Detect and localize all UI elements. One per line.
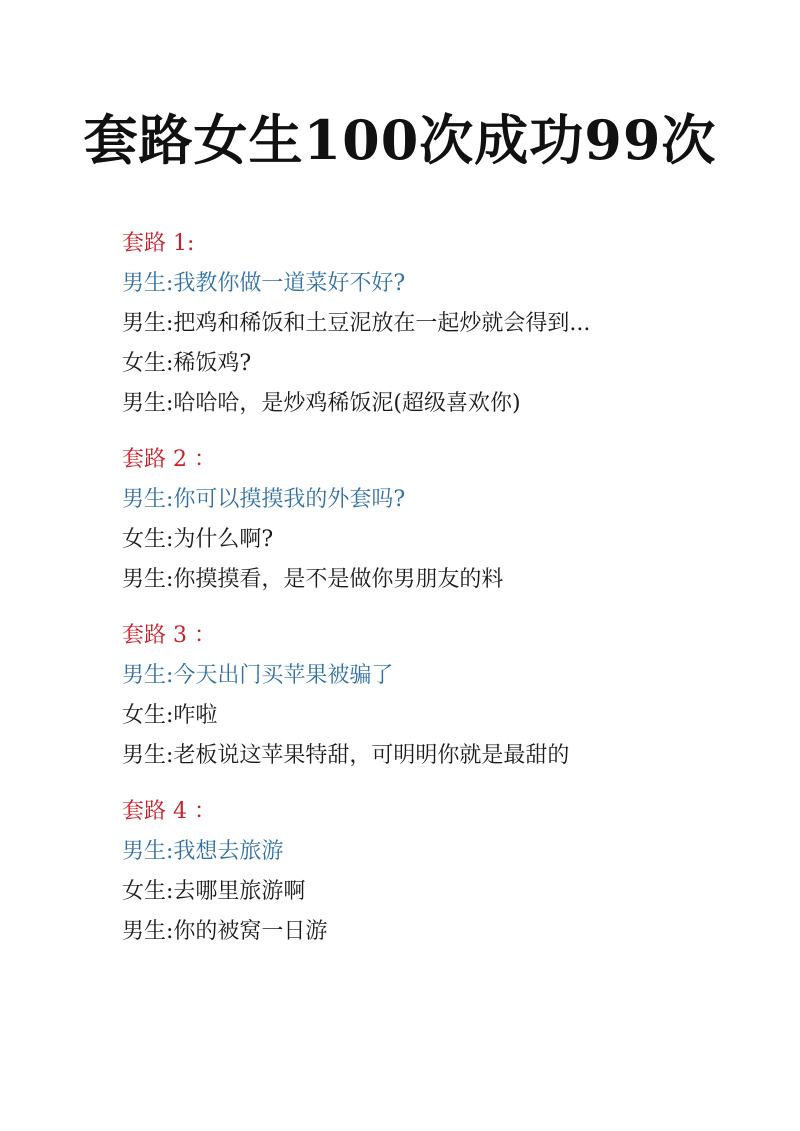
dialogue-line: 男生:我想去旅游 bbox=[122, 839, 284, 864]
section-heading: 套路 1: bbox=[122, 231, 195, 256]
dialogue-line: 男生:我教你做一道菜好不好? bbox=[122, 271, 406, 296]
dialogue-line: 男生:哈哈哈，是炒鸡稀饭泥(超级喜欢你) bbox=[122, 391, 521, 416]
section-4 bbox=[122, 792, 762, 952]
dialogue-line: 女生:为什么啊? bbox=[122, 527, 274, 552]
content-body bbox=[122, 224, 762, 968]
dialogue-line: 男生:今天出门买苹果被骗了 bbox=[122, 663, 394, 688]
section-1 bbox=[122, 224, 762, 424]
dialogue-line: 男生:你的被窝一日游 bbox=[122, 919, 328, 944]
section-heading: 套路 4 ： bbox=[122, 799, 216, 824]
section-heading: 套路 3 ： bbox=[122, 623, 216, 648]
dialogue-line: 男生:你可以摸摸我的外套吗? bbox=[122, 487, 406, 512]
dialogue-line: 女生:去哪里旅游啊 bbox=[122, 879, 306, 904]
dialogue-line: 男生:把鸡和稀饭和土豆泥放在一起炒就会得到... bbox=[122, 311, 591, 336]
section-3 bbox=[122, 616, 762, 776]
dialogue-line: 男生:老板说这苹果特甜，可明明你就是最甜的 bbox=[122, 743, 570, 768]
dialogue-line: 男生:你摸摸看，是不是做你男朋友的料 bbox=[122, 567, 504, 592]
section-heading: 套路 2 ： bbox=[122, 447, 216, 472]
section-2 bbox=[122, 440, 762, 600]
dialogue-line: 女生:稀饭鸡? bbox=[122, 351, 252, 376]
page-title: 套路女生100次成功99次 bbox=[83, 108, 717, 172]
dialogue-line: 女生:咋啦 bbox=[122, 703, 218, 728]
